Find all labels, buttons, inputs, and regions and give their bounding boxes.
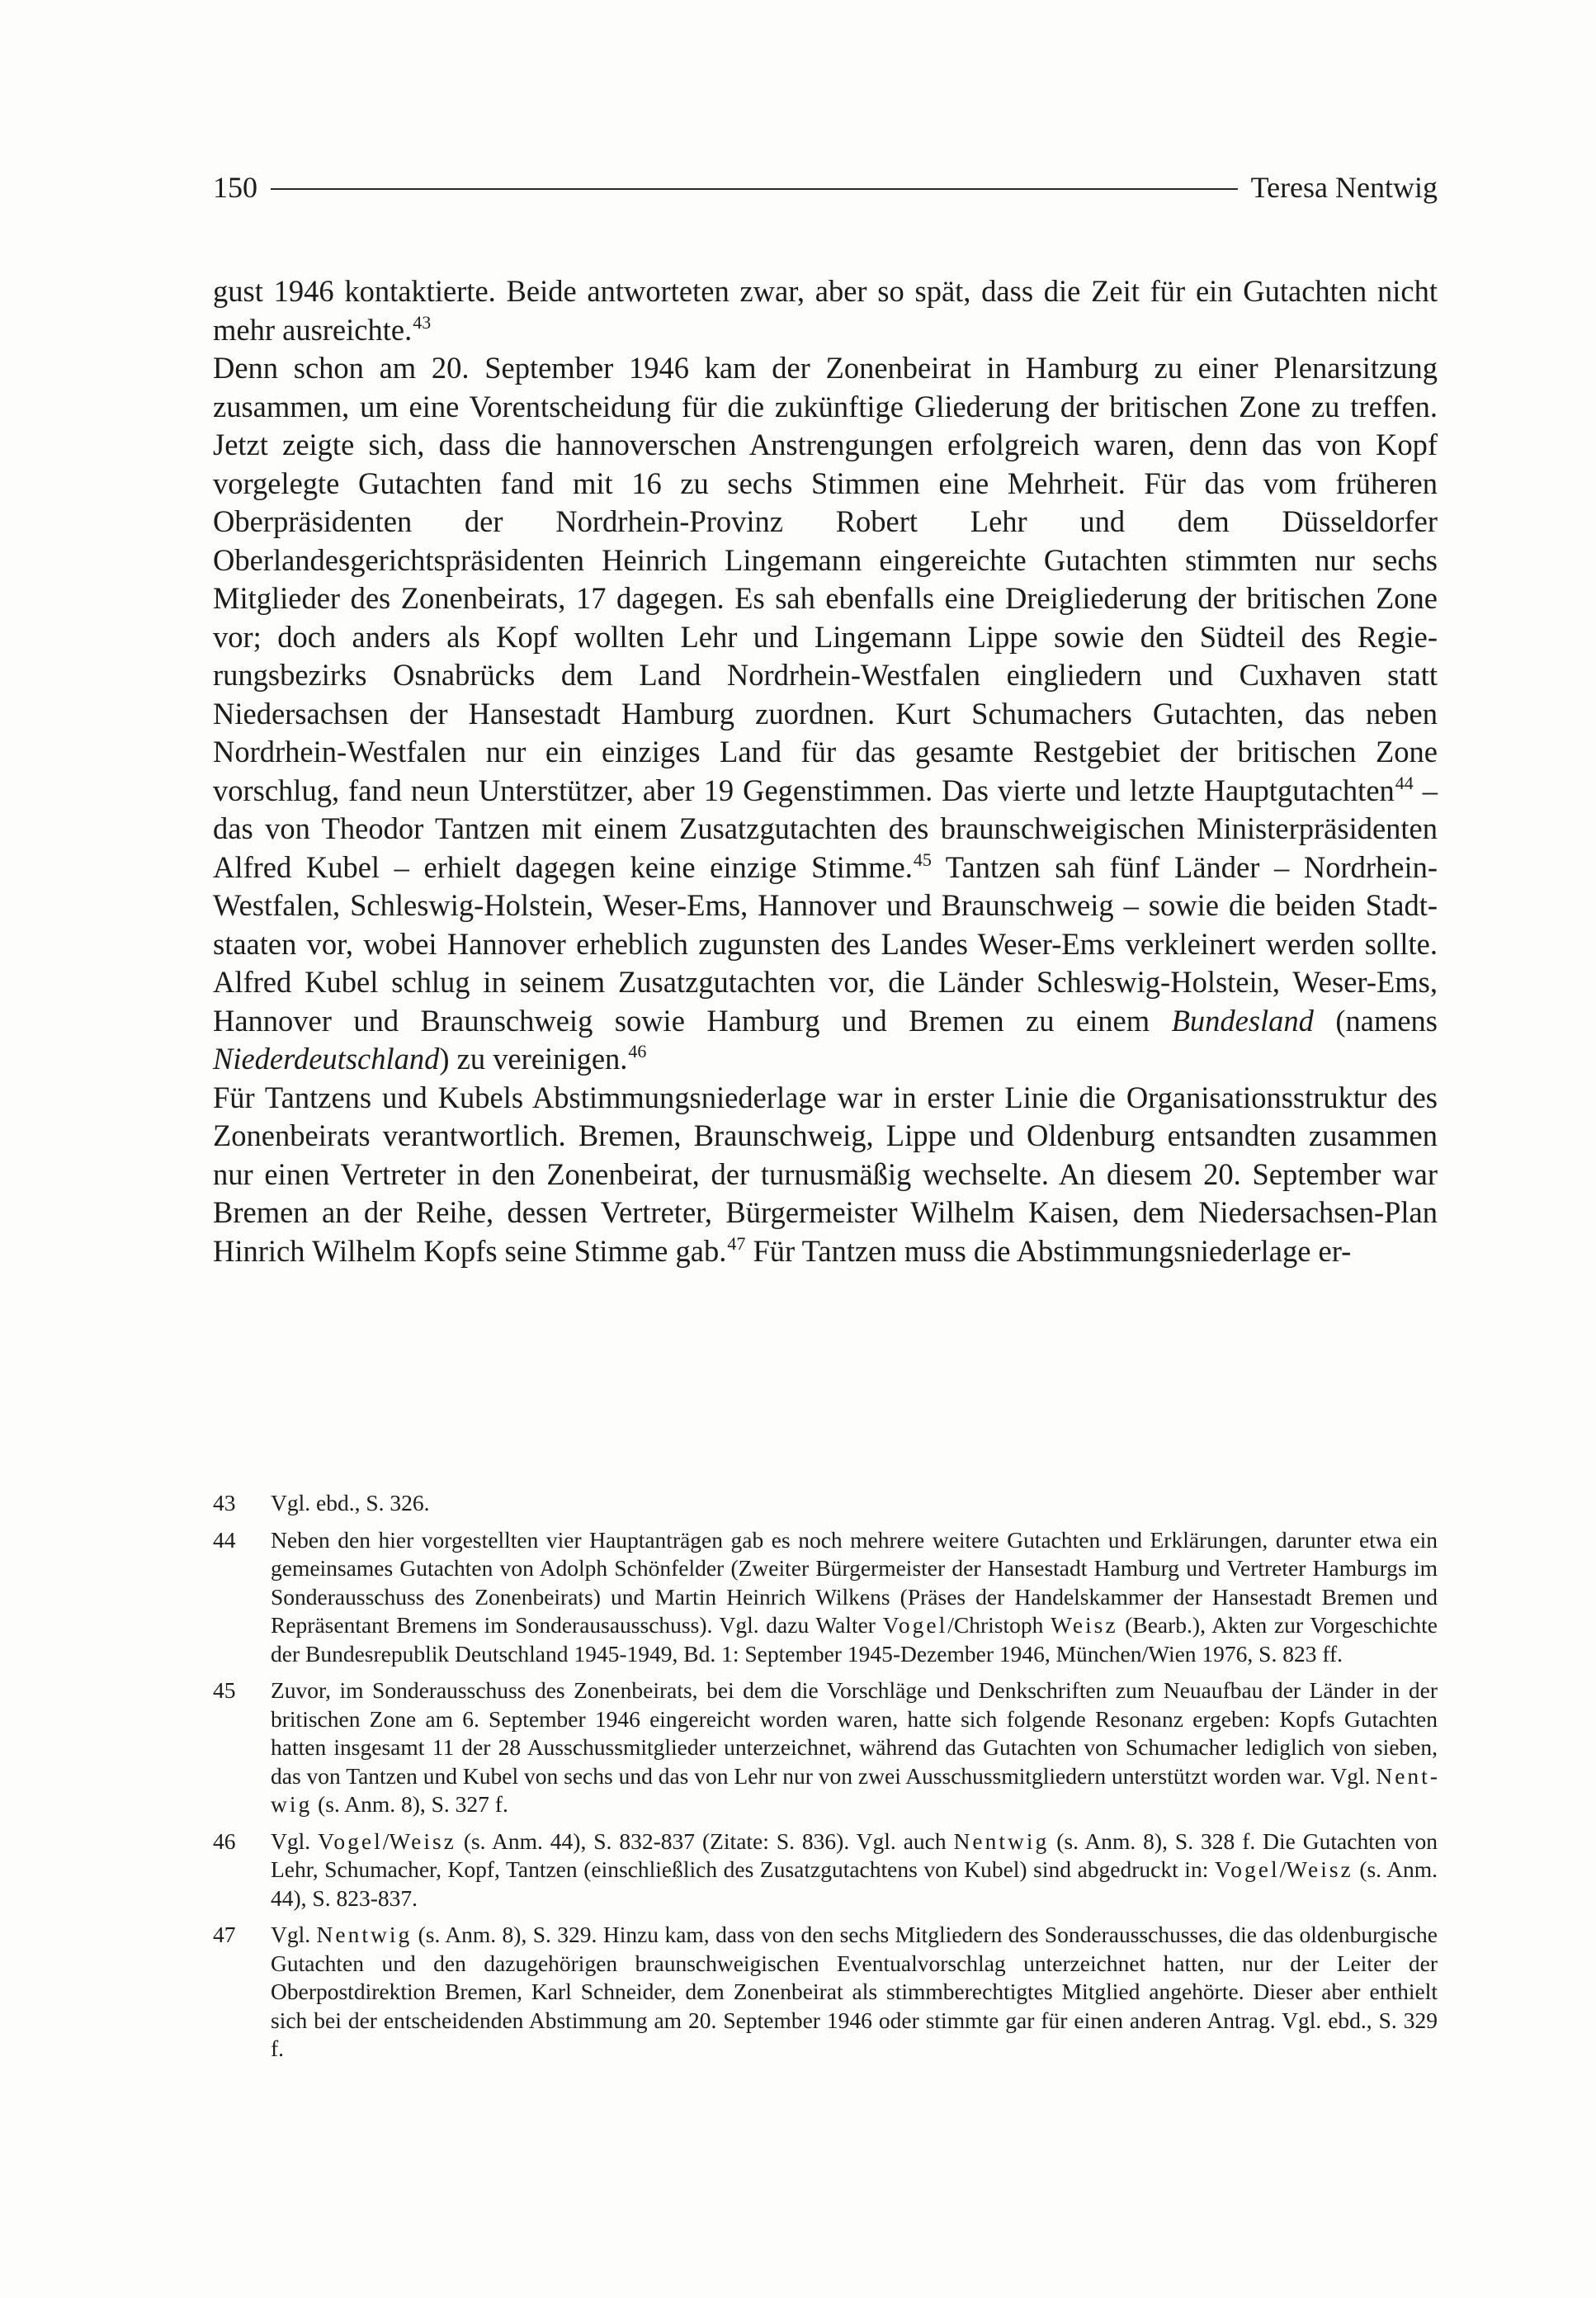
footnote-ref: 44 bbox=[1395, 772, 1414, 793]
text-run: Denn schon am 20. September 1946 kam der Zonenbeirat in Hamburg zu einer Plenarsitzung zusammen, um eine Vorentscheidung für die zukünftige Gliederung der britischen Zone zu treffen. Jetzt zeigte sich, dass die hannoverschen Anstrengungen erfolgreich waren, denn das von Kopf vorgelegte Gutachten fand mit 16 zu sechs Stimmen eine Mehrheit. Für das vom früheren Oberpräsidenten der Nordrhein-Provinz Robert Lehr und dem Düsseldorfer Oberlandesgerichtspräsidenten Heinrich Lingemann eingereichte Gutachten stimmten nur sechs Mitglieder des Zonenbeirats, 17 dagegen. Es sah ebenfalls eine Dreigliederung der britischen Zone vor; doch anders als Kopf wollten Lehr und Lingemann Lippe sowie den Südteil des Regierungsbezirks Osnabrücks dem Land Nordrhein-Westfalen eingliedern und Cuxhaven statt Niedersachsen der Hansestadt Hamburg zuordnen. Kurt Schumachers Gutachten, das neben Nordrhein-Westfalen nur ein einziges Land für das gesamte Restgebiet der britischen Zone vorschlug, fand neun Unterstützer, aber 19 Gegenstimmen. Das vierte und letzte Hauptgutachten bbox=[213, 351, 1438, 807]
text-run: / bbox=[1279, 1856, 1287, 1882]
author-name: Vogel bbox=[882, 1612, 948, 1638]
footnote-44 bbox=[213, 1526, 1438, 1669]
text-run: (s. Anm. 44), S. 832-837 (Zitate: S. 836). Vgl. auch bbox=[456, 1828, 954, 1854]
footnote-number: 47 bbox=[213, 1922, 236, 1947]
author-name: Weisz bbox=[1286, 1856, 1353, 1882]
footnote-number: 44 bbox=[213, 1526, 236, 1553]
emphasis: Bundesland bbox=[1171, 1003, 1314, 1038]
footnote-text bbox=[271, 1489, 1438, 1518]
running-head-author: Teresa Nentwig bbox=[1250, 171, 1438, 204]
footnote-43 bbox=[213, 1489, 1438, 1518]
text-run: Tantzen sah fünf Länder – Nordrhein-Westfalen, Schleswig-Holstein, Weser-Ems, Hannover und Braunschweig – sowie die beiden Stadtstaaten vor, wobei Hannover erheblich zugunsten des Landes Weser-Ems verkleinert werden sollte. Alfred Kubel schlug in seinem Zusatzgutachten vor, die Länder Schleswig-Holstein, Weser-Ems, Hannover und Braunschweig sowie Hamburg und Bremen zu einem bbox=[213, 849, 1438, 1038]
author-name: Nentwig bbox=[953, 1828, 1050, 1854]
paragraph-2 bbox=[213, 349, 1438, 1079]
footnote-text bbox=[271, 1921, 1438, 2064]
footnote-number: 46 bbox=[213, 1828, 236, 1854]
text-run: Zuvor, im Sonderausschuss des Zonenbeirats, bei dem die Vorschläge und Denkschriften zum Neuaufbau der Länder in der britischen Zone am 6. September 1946 eingereicht worden waren, hatte sich folgende Resonanz ergeben: Kopfs Gutachten hatten insgesamt 11 der 28 Ausschussmitglieder unterzeichnet, während das Gutachten von Schumacher lediglich von sieben, das von Tantzen und Kubel von sechs und das von Lehr nur von zwei Ausschussmitgliedern unterstützt worden war. Vgl. bbox=[271, 1677, 1438, 1789]
footnote-47 bbox=[213, 1921, 1438, 2064]
header-rule bbox=[271, 188, 1238, 190]
footnote-ref: 46 bbox=[628, 1041, 647, 1062]
text-run: /Christoph bbox=[947, 1612, 1051, 1638]
text-run: (s. Anm. 8), S. 329. Hinzu kam, dass von den sechs Mitgliedern des Sonderausschusses, die das oldenburgische Gutachten und den dazugehörigen braunschweigischen Eventualvorschlag unterzeichnet hatten, nur der Leiter der Oberpostdirektion Bremen, Karl Schneider, dem Zonenbeirat als stimmberechtigtes Mitglied angehörte. Dieser aber enthielt sich bei der entscheidenden Abstimmung am 20. September 1946 oder stimmte gar für einen anderen Antrag. Vgl. ebd., S. 329 f. bbox=[271, 1922, 1438, 2061]
text-run: (s. Anm. 44), S. 823-837. bbox=[271, 1856, 1438, 1911]
page-number: 150 bbox=[213, 171, 257, 204]
text-run: Für Tantzens und Kubels Abstimmungsniederlage war in erster Linie die Organisationsstruktur des Zonenbeirats verantwortlich. Bremen, Braunschweig, Lippe und Oldenburg entsandten zusammen nur einen Vertreter in den Zonenbeirat, der turnusmäßig wechselte. An diesem 20. September war Bremen an der Reihe, dessen Vertreter, Bürgermeister Wilhelm Kaisen, dem Niedersachsen-Plan Hinrich Wilhelm Kopfs seine Stimme gab. bbox=[213, 1080, 1438, 1268]
author-name: Vogel bbox=[1214, 1856, 1280, 1882]
text-run: gust 1946 kontaktierte. Beide antworteten zwar, aber so spät, dass die Zeit für ein Gutachten nicht mehr ausreichte. bbox=[213, 274, 1438, 347]
author-name: Weisz bbox=[389, 1828, 456, 1854]
footnote-number: 45 bbox=[213, 1677, 236, 1703]
text-run: – das von Theodor Tantzen mit einem Zusatzgutachten des braunschweigischen Ministerpräsidenten Alfred Kubel – erhielt dagegen keine einzige Stimme. bbox=[213, 773, 1438, 884]
footnote-ref: 43 bbox=[413, 311, 432, 333]
footnote-text bbox=[271, 1676, 1438, 1819]
text-run: Vgl. bbox=[271, 1922, 317, 1947]
text-run: (s. Anm. 8), S. 327 f. bbox=[312, 1791, 508, 1817]
author-name: Vogel bbox=[318, 1828, 383, 1854]
running-header bbox=[213, 170, 1438, 205]
footnote-number: 43 bbox=[213, 1490, 236, 1515]
author-name: Weisz bbox=[1051, 1612, 1118, 1638]
paragraph-1 bbox=[213, 272, 1438, 349]
footnote-46 bbox=[213, 1828, 1438, 1913]
author-name: Nentwig bbox=[271, 1762, 1438, 1817]
text-run: (namens bbox=[1313, 1003, 1438, 1038]
text-run: Neben den hier vorgestellten vier Hauptanträgen gab es noch mehrere weitere Gutachten und Erklärungen, darunter etwa ein gemeinsames Gutachten von Adolph Schönfelder (Zweiter Bürgermeister der Hansestadt Hamburg und Vertreter Hamburgs im Sonderausschuss des Zonenbeirats) und Martin Heinrich Wilkens (Präses der Handelskammer der Hansestadt Bremen und Repräsentant Bremens im Sonderausausschuss). Vgl. dazu Walter bbox=[271, 1526, 1438, 1638]
text-run: (Bearb.), Akten zur Vorgeschichte der Bundesrepublik Deutschland 1945-1949, Bd. 1: September 1945-Dezember 1946, München/Wien 1976, S. 823 ff. bbox=[271, 1612, 1438, 1667]
text-run: / bbox=[382, 1828, 390, 1854]
footnote-text bbox=[271, 1828, 1438, 1913]
paragraph-3 bbox=[213, 1079, 1438, 1271]
text-run: ) zu vereinigen. bbox=[439, 1042, 628, 1076]
author-name: Nentwig bbox=[316, 1922, 413, 1947]
footnote-ref: 47 bbox=[727, 1232, 746, 1254]
footnote-text bbox=[271, 1526, 1438, 1669]
text-run: Für Tantzen muss die Abstimmungsniederlage er- bbox=[745, 1233, 1352, 1268]
footnotes bbox=[213, 1489, 1438, 2072]
text-run: Vgl. ebd., S. 326. bbox=[271, 1490, 430, 1515]
main-text bbox=[213, 272, 1438, 1270]
emphasis: Niederdeutschland bbox=[213, 1042, 440, 1076]
text-run: (s. Anm. 8), S. 328 f. Die Gutachten von Lehr, Schumacher, Kopf, Tantzen (einschließlich des Zusatzgutachtens von Kubel) sind abgedruckt in: bbox=[271, 1828, 1438, 1882]
footnote-ref: 45 bbox=[913, 849, 932, 870]
footnote-45 bbox=[213, 1676, 1438, 1819]
text-run: Vgl. bbox=[271, 1828, 319, 1854]
